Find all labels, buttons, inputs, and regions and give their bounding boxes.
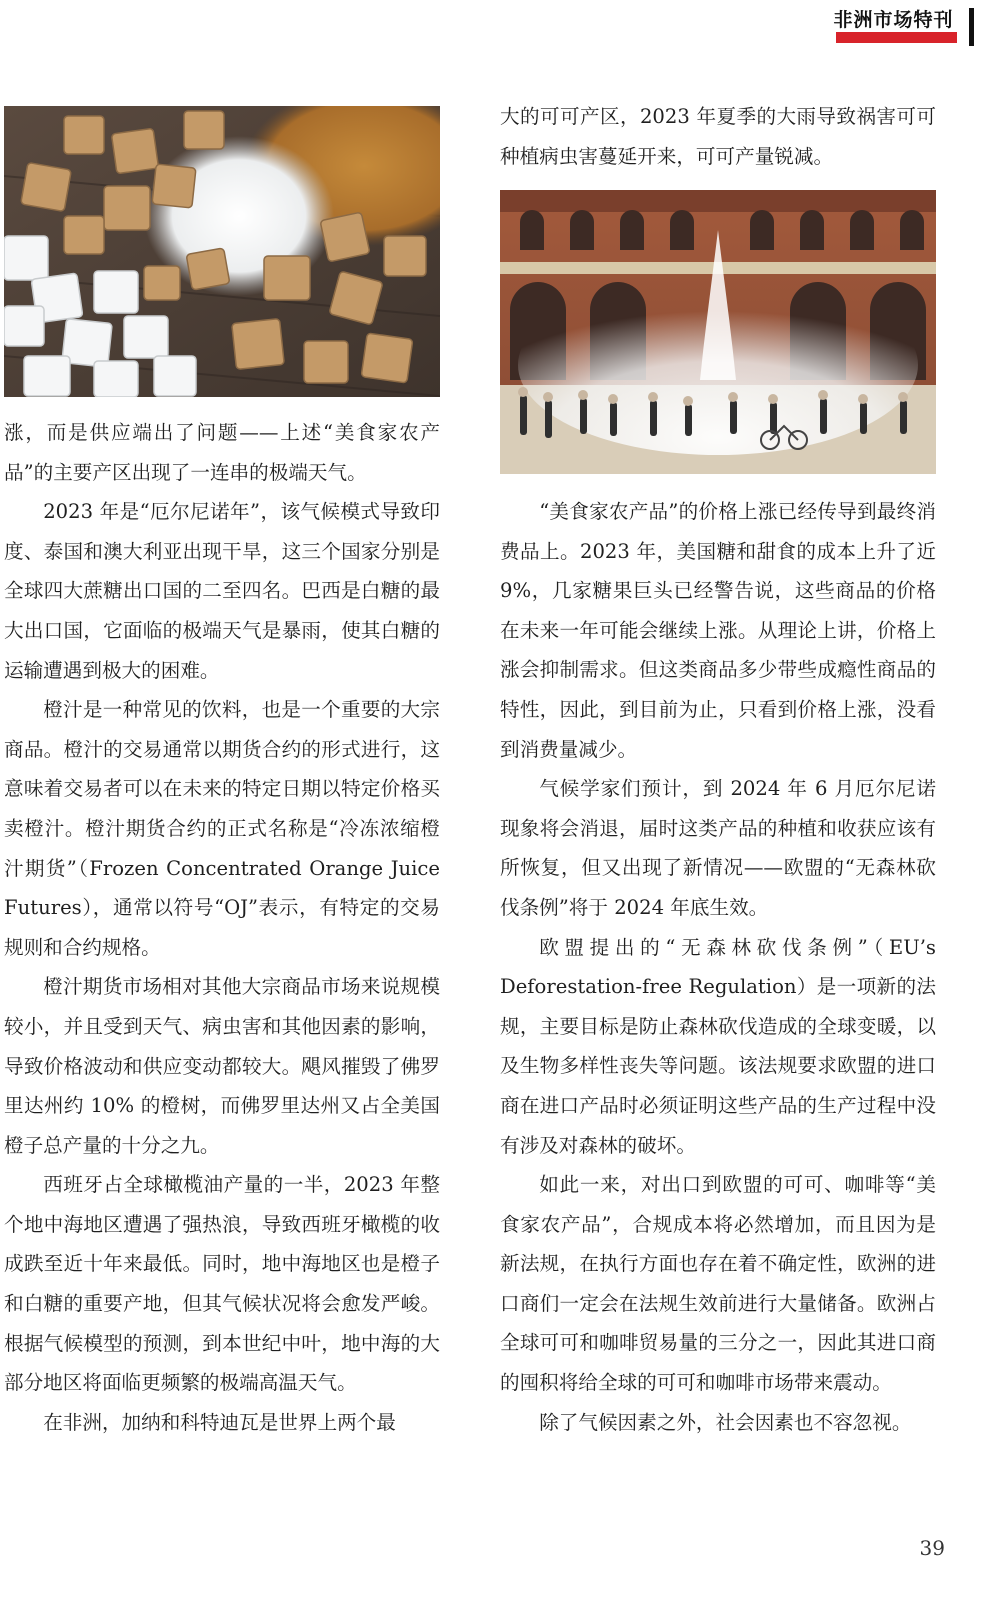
right-column-text	[500, 492, 936, 1442]
paragraph: 气候学家们预计，到 2024 年 6 月厄尔尼诺现象将会消退，届时这类产品的种植和收获应该有所恢复，但又出现了新情况——欧盟的“无森林砍伐条例”将于 2024 年底生效。	[500, 777, 936, 919]
sugar-cubes-photo-icon	[4, 106, 440, 397]
plaza-fountain-photo	[500, 190, 936, 474]
paragraph: 2023 年是“厄尔尼诺年”，该气候模式导致印度、泰国和澳大利亚出现干旱，这三个国家分别是全球四大蔗糖出口国的二至四名。巴西是白糖的最大出口国，它面临的极端天气是暴雨，使其白糖的运输遭遇到极大的困难。	[4, 500, 440, 682]
paragraph: 除了气候因素之外，社会因素也不容忽视。	[539, 1410, 912, 1434]
paragraph: “美食家农产品”的价格上涨已经传导到最终消费品上。2023 年，美国糖和甜食的成本上升了近 9%，几家糖果巨头已经警告说，这些商品的价格在未来一年可能会继续上涨。从理论上讲，价格上涨会抑制需求。但这类商品多少带些成瘾性商品的特性，因此，到目前为止，只看到价格上涨，没看到消费量减少。	[500, 500, 936, 761]
paragraph: 在非洲，加纳和科特迪瓦是世界上两个最	[43, 1410, 396, 1434]
plaza-fountain-photo-icon	[500, 190, 936, 474]
paragraph: 大的可可产区，2023 年夏季的大雨导致祸害可可种植病虫害蔓延开来，可可产量锐减。	[500, 105, 936, 168]
right-column-top-text	[500, 97, 936, 176]
paragraph: 欧盟提出的“无森林砍伐条例”（EU’s Deforestation-free Regulation）是一项新的法规，主要目标是防止森林砍伐造成的全球变暖，以及生物多样性丧失等问题。该法规要求欧盟的进口商在进口产品时必须证明这些产品的生产过程中没有涉及对森林的破坏。	[500, 935, 936, 1157]
paragraph: 如此一来，对出口到欧盟的可可、咖啡等“美食家农产品”，合规成本将必然增加，而且因为是新法规，在执行方面也存在着不确定性，欧洲的进口商们一定会在法规生效前进行大量储备。欧洲占全球可可和咖啡贸易量的三分之一，因此其进口商的囤积将给全球的可可和咖啡市场带来震动。	[500, 1173, 936, 1395]
section-title: 非洲市场特刊	[833, 9, 954, 31]
paragraph: 橙汁期货市场相对其他大宗商品市场来说规模较小，并且受到天气、病虫害和其他因素的影响，导致价格波动和供应变动都较大。飓风摧毁了佛罗里达州约 10% 的橙树，而佛罗里达州又占全美国橙子总产量的十分之九。	[4, 975, 440, 1157]
page-number: 39	[919, 1536, 945, 1560]
left-column-text	[4, 413, 440, 1442]
paragraph: 橙汁是一种常见的饮料，也是一个重要的大宗商品。橙汁的交易通常以期货合约的形式进行，这意味着交易者可以在未来的特定日期以特定价格买卖橙汁。橙汁期货合约的正式名称是“冷冻浓缩橙汁期货”（Frozen Concentrated Orange Juice Futures），通常以符号“OJ”表示，有特定的交易规则和合约规格。	[4, 698, 440, 959]
section-title-underline	[836, 32, 957, 43]
sugar-cubes-photo	[4, 106, 440, 397]
paragraph: 西班牙占全球橄榄油产量的一半，2023 年整个地中海地区遭遇了强热浪，导致西班牙橄榄的收成跌至近十年来最低。同时，地中海地区也是橙子和白糖的重要产地，但其气候状况将会愈发严峻。根据气候模型的预测，到本世纪中叶，地中海的大部分地区将面临更频繁的极端高温天气。	[4, 1173, 440, 1395]
paragraph: 涨，而是供应端出了问题——上述“美食家农产品”的主要产区出现了一连串的极端天气。	[4, 421, 440, 484]
header-divider	[969, 8, 974, 46]
